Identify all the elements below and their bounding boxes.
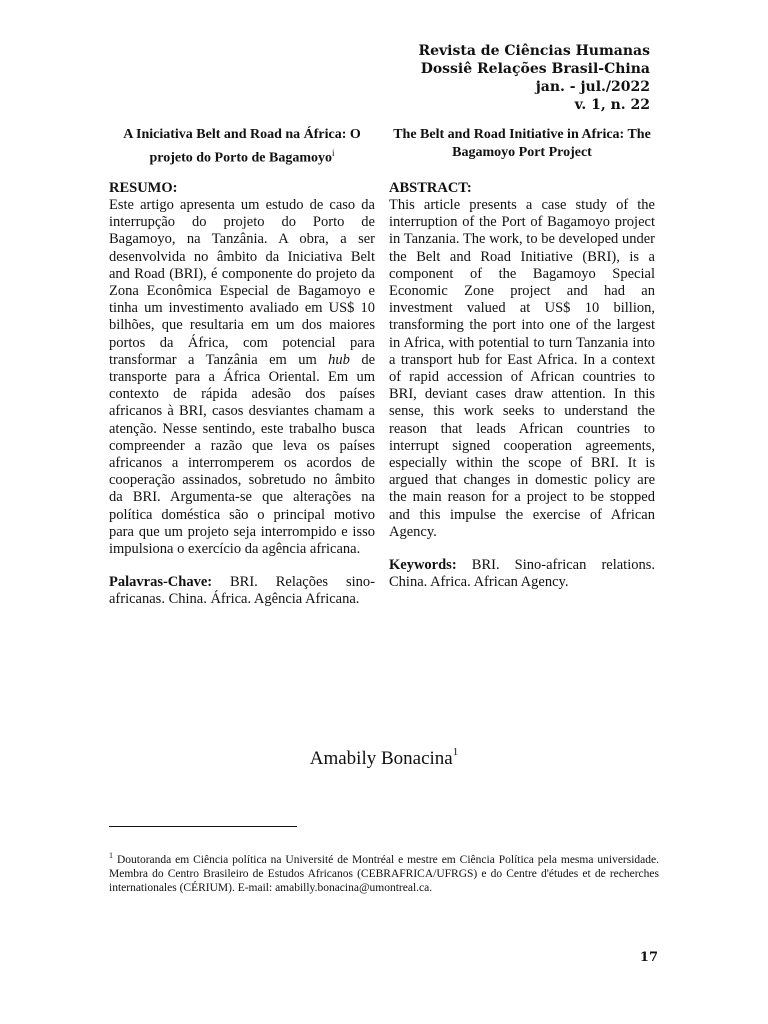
abstract-body: This article presents a case study of the interruption of the Port of Bagamoyo project in Tanzania. The work, to be developed under the Belt and Road Initiative (BRI), is a component of the Bagamoyo Special Economic Zone project and had an investment valued at US$ 10 billion, transforming the port into one of the largest in Africa, with potential to turn Tanzania into a transport hub for East Africa. In a context of rapid accession of African countries to BRI, deviant cases draw attention. In this sense, this work seeks to understand the reason that leads African countries to interrupt signed cooperation agreements, especially within the scope of BRI. It is argued that changes in domestic policy are the main reason for a project to be stopped and this impulse the exercise of African Agency. bbox=[389, 197, 655, 540]
keywords-list: BRI. Sino-african relations. China. Africa. African Agency. bbox=[389, 557, 656, 591]
abstract-heading: ABSTRACT: bbox=[389, 180, 472, 196]
author-note-marker: 1 bbox=[452, 746, 459, 758]
title-note-marker: i bbox=[331, 148, 335, 158]
author-byline bbox=[0, 748, 768, 770]
footnote bbox=[109, 849, 659, 895]
journal-period: jan. - jul./2022 bbox=[535, 79, 650, 95]
footnote-marker: 1 bbox=[109, 851, 113, 860]
resumo-hub-term: hub bbox=[328, 351, 350, 368]
footnote-divider bbox=[109, 826, 297, 827]
palavras-chave-label: Palavras-Chave: bbox=[109, 574, 213, 591]
journal-volume: v. 1, n. 22 bbox=[574, 97, 650, 113]
resumo-text-part-2: de transporte para a África Oriental. Em um contexto de rápida adesão dos países africanos à BRI, casos desviantes chamam a atenção. Nesse sentindo, este trabalho busca compreender a razão que leva os países africanos a interromperem os acordos de cooperação assinados, sobretudo no âmbito da BRI. Argumenta-se que alterações na política doméstica são o principal motivo para que um projeto seja interrompido e isso impulsiona o exercício da agência africana. bbox=[109, 351, 376, 558]
footnote-text: Doutoranda em Ciência política na Université de Montréal e mestre em Ciência Política pela mesma universidade. Membra do Centro Brasileiro de Estudos Africanos (CEBRAFRICA/UFRGS) e do Centre d'études et de recherches internationales (CÉRIUM). E-mail: amabilly.bonacina@umontreal.ca. bbox=[109, 853, 660, 894]
palavras-chave-list: BRI. Relações sino-africanas. China. África. Agência Africana. bbox=[109, 574, 375, 608]
article-title-en: The Belt and Road Initiative in Africa: The Bagamoyo Port Project bbox=[393, 127, 651, 160]
journal-name: Revista de Ciências Humanas bbox=[418, 43, 650, 59]
journal-dossier: Dossiê Relações Brasil-China bbox=[420, 61, 650, 77]
article-title-pt-text: A Iniciativa Belt and Road na África: O projeto do Porto de Bagamoyo bbox=[123, 127, 361, 166]
author-name: Amabily Bonacina bbox=[309, 748, 453, 769]
palavras-chave bbox=[109, 574, 375, 608]
resumo-text-part-1: Este artigo apresenta um estudo de caso da interrupção do projeto do Porto de Bagamoyo, na Tanzânia. A obra, a ser desenvolvida no âmbito da Iniciativa Belt and Road (BRI), é componente do projeto da Zona Econômica Especial de Bagamoyo e tinha um investimento avaliado em US$ 10 bilhões, que resultaria em um dos maiores portos da África, com potencial para transformar a Tanzânia em um bbox=[109, 197, 375, 368]
resumo-heading: RESUMO: bbox=[109, 180, 178, 196]
portuguese-column bbox=[109, 126, 375, 609]
article-title-pt bbox=[109, 126, 375, 180]
keywords bbox=[389, 557, 655, 591]
english-column bbox=[389, 126, 655, 591]
resumo-body bbox=[109, 197, 375, 558]
journal-header bbox=[419, 42, 651, 114]
page-number: 17 bbox=[639, 950, 658, 965]
keywords-label: Keywords: bbox=[389, 557, 457, 574]
